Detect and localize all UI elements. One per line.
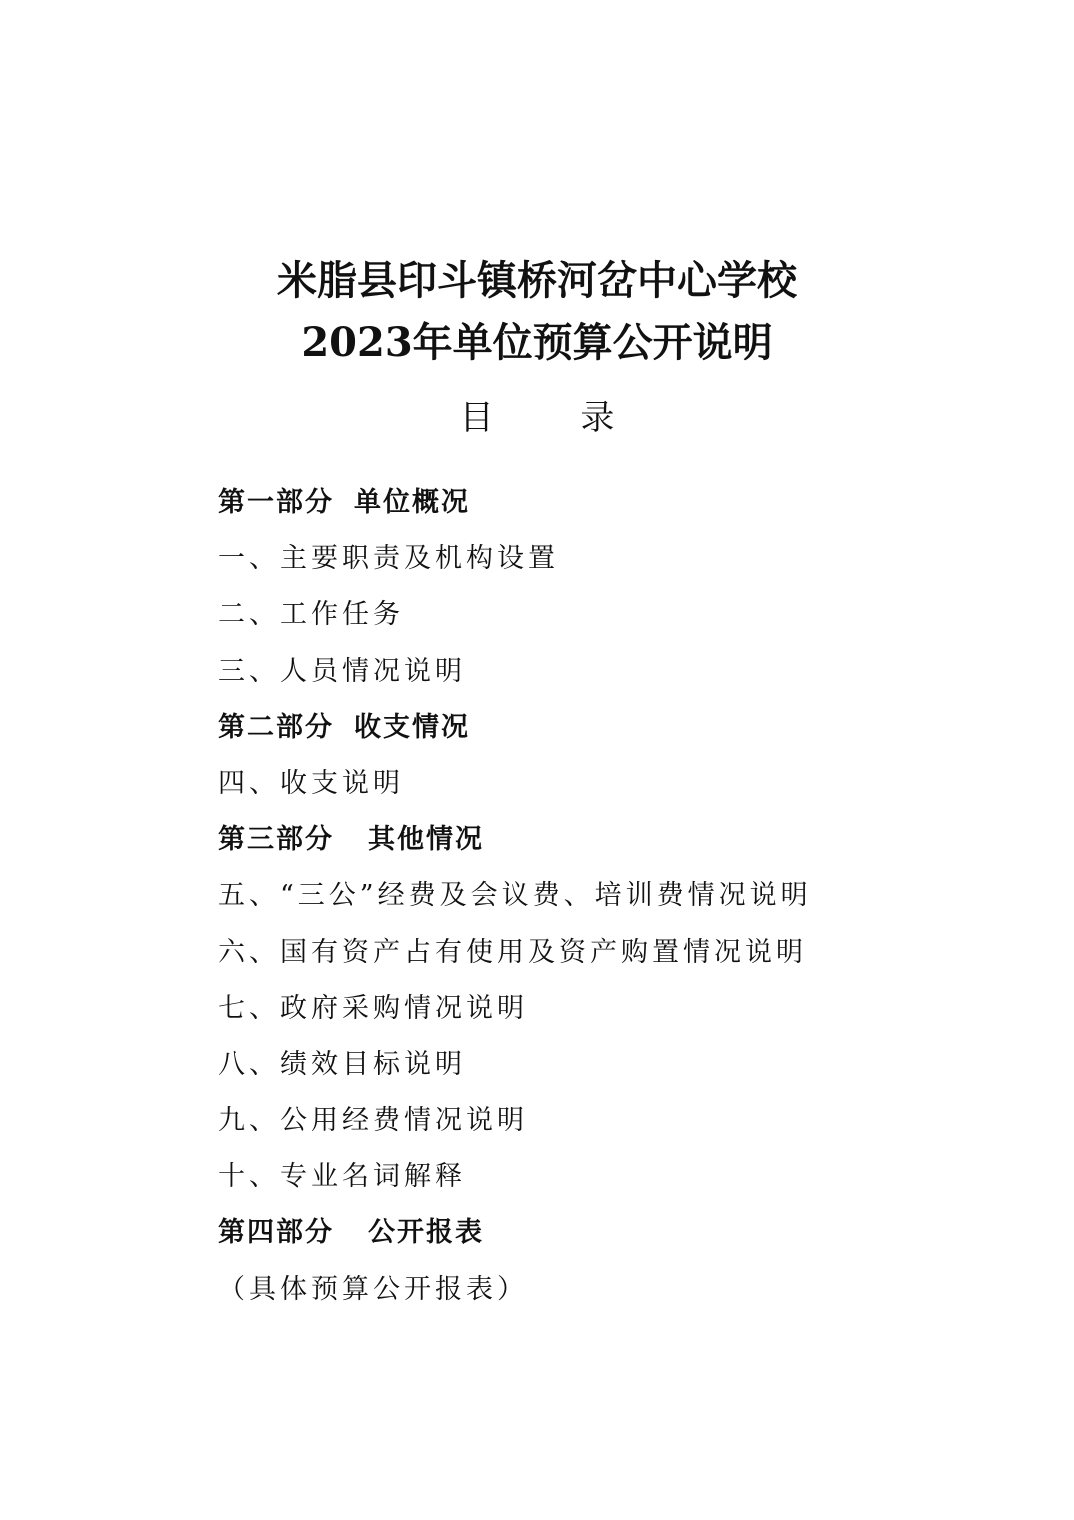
toc-item: 九、公用经费情况说明 bbox=[218, 1105, 528, 1137]
toc-item: 一、主要职责及机构设置 bbox=[218, 543, 559, 575]
toc-part-label: 第四部分 bbox=[218, 1217, 334, 1249]
toc-item: 六、国有资产占有使用及资产购置情况说明 bbox=[218, 936, 807, 968]
toc-part-2 bbox=[218, 703, 1018, 759]
table-of-contents bbox=[218, 478, 1018, 1321]
toc-part-label: 第二部分 bbox=[218, 711, 334, 743]
toc-part-3 bbox=[218, 815, 1018, 871]
toc-part-1 bbox=[218, 478, 1018, 534]
toc-part-title: 单位概况 bbox=[354, 487, 470, 518]
toc-item: 二、工作任务 bbox=[218, 599, 404, 631]
toc-part-title: 收支情况 bbox=[354, 711, 470, 743]
toc-item: 十、专业名词解释 bbox=[218, 1161, 466, 1193]
toc-item: 三、人员情况说明 bbox=[218, 655, 466, 687]
toc-item: 四、收支说明 bbox=[218, 767, 404, 799]
title-line-2: 2023年单位预算公开说明 bbox=[301, 319, 773, 366]
title-line-1: 米脂县印斗镇桥河岔中心学校 bbox=[277, 257, 797, 304]
toc-part-label: 第三部分 bbox=[218, 824, 334, 856]
toc-part-title: 公开报表 bbox=[368, 1217, 484, 1249]
toc-item: 八、绩效目标说明 bbox=[218, 1048, 466, 1080]
toc-part-4 bbox=[218, 1208, 1018, 1264]
document-title bbox=[0, 250, 1074, 374]
toc-item: 七、政府采购情况说明 bbox=[218, 992, 528, 1024]
toc-part-title: 其他情况 bbox=[368, 824, 484, 856]
toc-heading: 目 录 bbox=[459, 398, 653, 438]
toc-part-label: 第一部分 bbox=[218, 487, 334, 518]
toc-item: （具体预算公开报表） bbox=[218, 1273, 528, 1305]
toc-item: 五、“三公”经费及会议费、培训费情况说明 bbox=[218, 880, 812, 912]
